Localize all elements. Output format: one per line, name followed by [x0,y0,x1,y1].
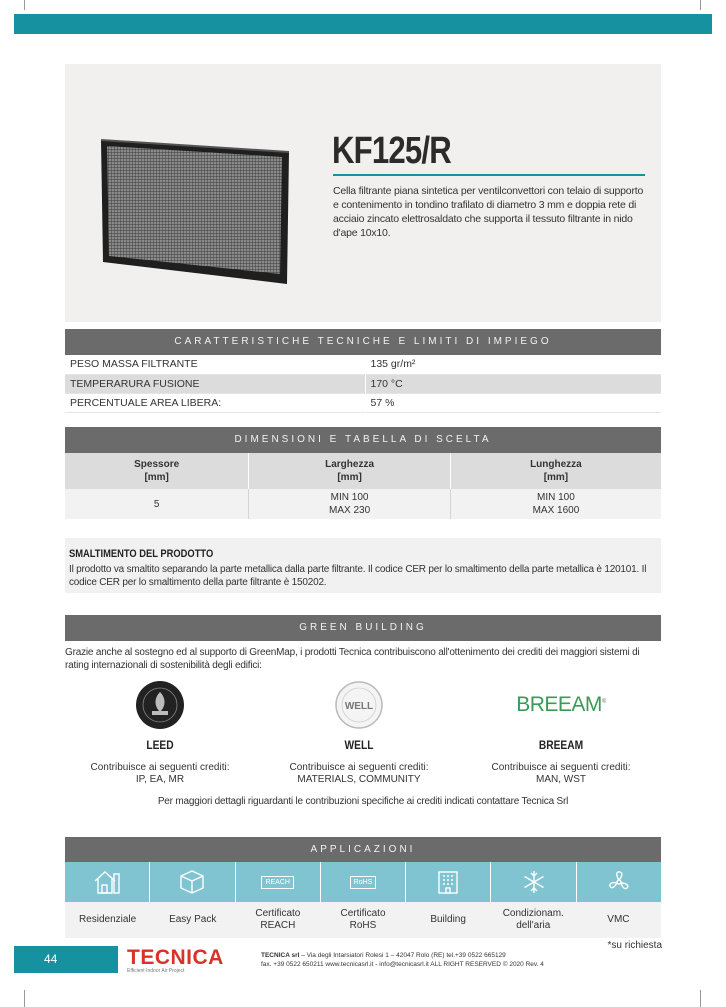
cert-breeam [466,680,656,786]
specs-table [65,355,661,413]
cert-well [264,680,454,786]
house-icon [65,862,150,902]
contact-note: Per maggiori dettagli riguardanti le contribuzioni specifiche ai crediti indicati contattare Tecnica Srl [157,796,569,807]
app-label-vmc: VMC [607,914,630,925]
well-logo-text: WELL [344,701,374,712]
crop-mark [700,0,701,10]
spec-label: TEMPERARURA FUSIONE [65,374,365,393]
crop-mark [24,990,25,1007]
building-icon [406,862,491,902]
column-header: Larghezza [mm] [249,453,451,489]
spec-value: 57 % [370,396,395,409]
cert-description: Contribuisce ai seguenti crediti: MATERIALS, COMMUNITY [289,762,429,785]
specs-heading: CARATTERISTICHE TECNICHE E LIMITI DI IMPIEGO [65,329,661,355]
brand-logo [127,946,224,974]
brand-name: TECNICA [127,946,224,969]
cert-description: Contribuisce ai seguenti crediti: MAN, WST [491,762,631,785]
app-label-easy-pack: Easy Pack [169,914,217,925]
breeam-logo-text: BREEAM [516,693,602,716]
footer-contact: TECNICA srl – Via degli Intarsiatori Rolesi 1 – 42047 Rolo (RE) tel.+39 0522 665129 fax. +39 0522 650211 www.tecnicasrl.it - info@tecnicasrl.it ALL RIGHT RESERVED © 2020 Rev. 4 [261,952,544,968]
spec-value: 170 °C [365,374,661,393]
applications-labels [65,902,661,938]
table-row [65,355,661,374]
table-row [65,393,661,412]
table-cell: 5 [65,489,249,519]
product-description: Cella filtrante piana sintetica per ventilconvettori con telaio di supporto e contenimento in tondino trafilato di diametro 3 mm e doppia rete di acciaio zincato elettrosaldato che supporta il tessuto filtrante in nido d'ape 10x10. [333,185,644,239]
spec-value: 135 gr/m² [370,358,416,371]
cert-name: LEED [146,738,174,752]
app-label-reach: Certificato REACH [255,908,301,931]
app-label-condizionamento: Condizionam. dell'aria [502,908,564,931]
rohs-badge-icon: RoHS [321,862,406,902]
cert-description: Contribuisce ai seguenti crediti: IP, EA, MR [90,762,230,785]
reach-badge-icon: REACH [236,862,321,902]
cert-name: WELL [344,738,374,752]
product-hero [65,64,661,322]
table-row [65,374,661,393]
applications-icons [65,862,661,902]
filter-panel-image [93,134,293,284]
leed-logo-icon [65,680,255,730]
disposal-section [65,538,661,593]
table-row [65,489,661,519]
app-label-residenziale: Residenziale [78,914,137,925]
column-header: Spessore [mm] [65,453,249,489]
box-icon [150,862,235,902]
table-header-row [65,453,661,489]
well-logo-icon [264,680,454,730]
table-cell: MIN 100 MAX 230 [249,489,451,519]
spec-label: PERCENTUALE AREA LIBERA: [65,393,365,412]
table-cell: MIN 100 MAX 1600 [450,489,661,519]
top-accent-bar [14,14,712,34]
title-rule [333,174,645,176]
fan-icon [577,862,661,902]
dimensions-heading: DIMENSIONI E TABELLA DI SCELTA [65,427,661,453]
spec-label: PESO MASSA FILTRANTE [65,355,365,374]
breeam-logo-icon: BREEAM® [516,693,606,716]
disposal-text: Il prodotto va smaltito separando la parte metallica dalla parte filtrante. Il codice CER per lo smaltimento della parte metallica è 120101. Il codice CER per lo smaltimento della parte filtrante è 150202. [69,564,647,588]
applications-heading: APPLICAZIONI [65,837,661,863]
brand-tagline: Efficient Indoor Air Project [127,968,185,974]
dimensions-table [65,453,661,519]
cert-leed [65,680,255,786]
disposal-title: SMALTIMENTO DEL PRODOTTO [69,548,214,560]
green-building-intro: Grazie anche al sostegno ed al supporto di GreenMap, i prodotti Tecnica contribuiscono all'ottenimento dei crediti dei maggiori sistemi di rating internazionali di sostenibilità degli edifici: [65,647,640,671]
snowflake-icon [491,862,576,902]
column-header: Lunghezza [mm] [450,453,661,489]
page-number: 44 [14,946,118,973]
green-building-heading: GREEN BUILDING [65,615,661,641]
app-label-rohs: Certificato RoHS [340,908,386,931]
app-label-building: Building [430,914,466,925]
cert-name: BREEAM [538,738,584,752]
footnote: *su richiesta [607,940,662,951]
product-code: KF125/R [332,130,451,172]
crop-mark [24,0,25,10]
crop-mark [700,990,701,1007]
